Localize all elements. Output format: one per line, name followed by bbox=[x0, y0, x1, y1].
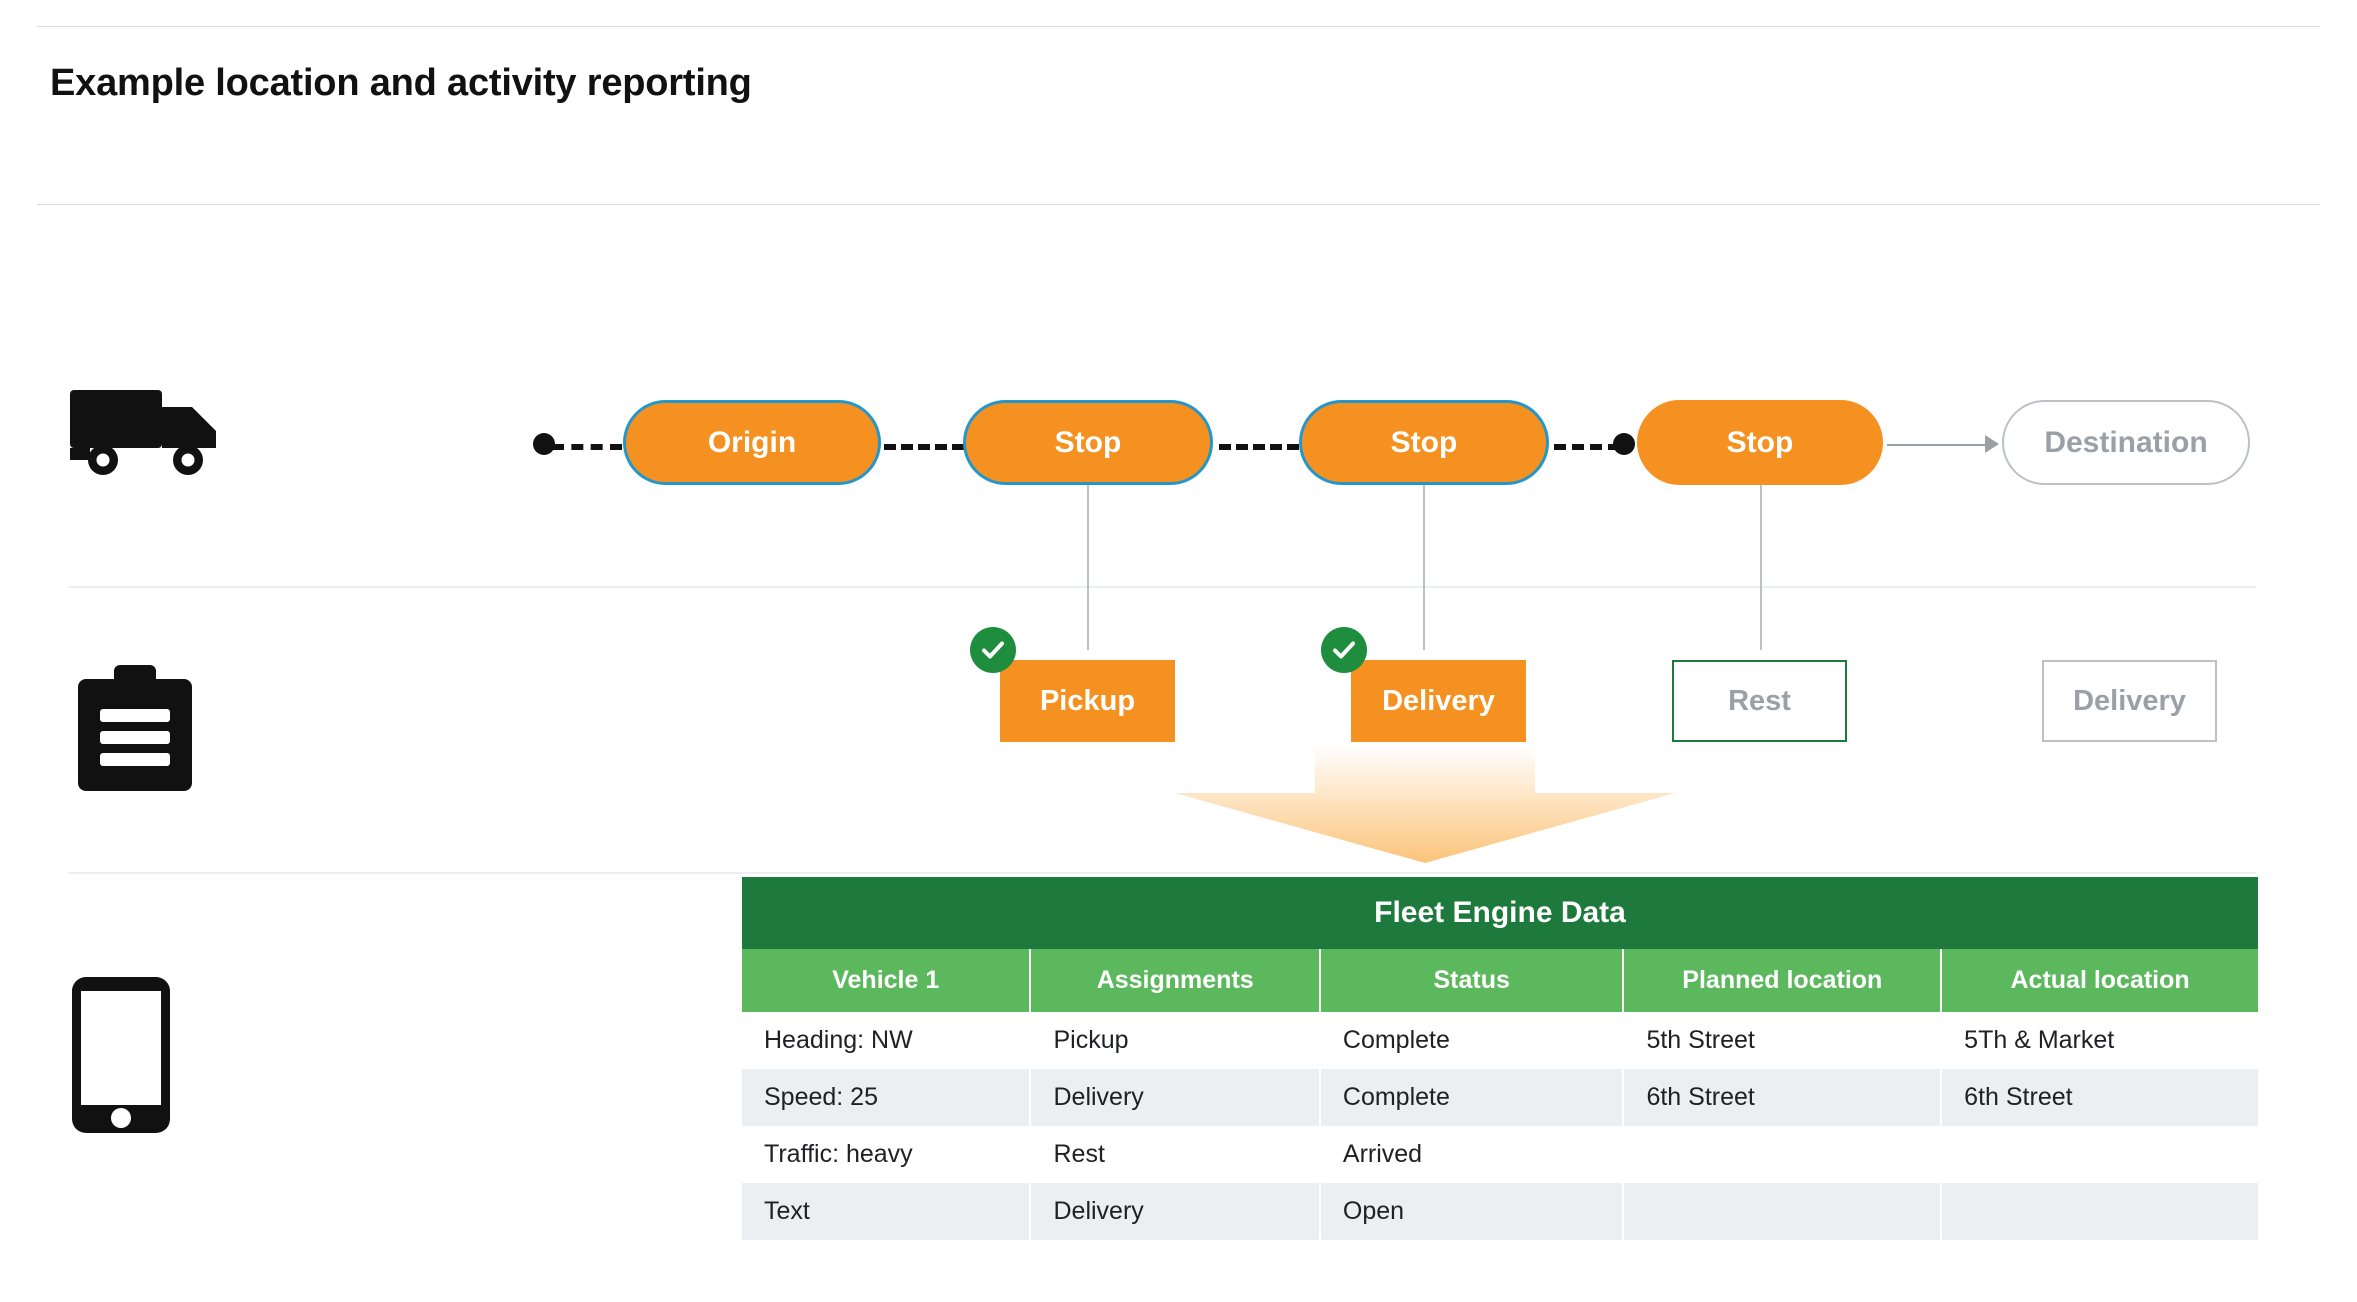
cell-assignment: Delivery bbox=[1030, 1069, 1319, 1126]
cell-planned-location bbox=[1623, 1183, 1941, 1240]
connector-stop2-delivery bbox=[1423, 485, 1425, 650]
title-divider bbox=[37, 204, 2320, 205]
column-header-assignments: Assignments bbox=[1030, 949, 1319, 1012]
route-node-label: Destination bbox=[2044, 425, 2208, 459]
activity-label: Delivery bbox=[1382, 684, 1495, 717]
route-node-destination[interactable] bbox=[2002, 400, 2250, 485]
activity-delivery-open[interactable] bbox=[2042, 660, 2217, 742]
route-arrow-head bbox=[1985, 435, 1999, 453]
cell-status: Arrived bbox=[1320, 1126, 1624, 1183]
route-node-label: Stop bbox=[1726, 425, 1794, 459]
table-row bbox=[742, 1183, 2258, 1240]
column-header-status: Status bbox=[1320, 949, 1624, 1012]
cell-status: Open bbox=[1320, 1183, 1624, 1240]
route-node-label: Stop bbox=[1390, 425, 1458, 459]
cell-actual-location: 5Th & Market bbox=[1941, 1012, 2258, 1069]
cell-actual-location: 6th Street bbox=[1941, 1069, 2258, 1126]
cell-planned-location bbox=[1623, 1126, 1941, 1183]
top-divider bbox=[37, 26, 2320, 27]
cell-assignment: Rest bbox=[1030, 1126, 1319, 1183]
activity-label: Pickup bbox=[1039, 684, 1136, 717]
cell-actual-location bbox=[1941, 1126, 2258, 1183]
route-dash-3 bbox=[1554, 444, 1620, 450]
route-node-label: Origin bbox=[707, 425, 797, 459]
route-arrow-line bbox=[1887, 444, 1987, 446]
activity-delivery-complete[interactable] bbox=[1351, 660, 1526, 742]
activity-pickup[interactable] bbox=[1000, 660, 1175, 742]
fleet-engine-table bbox=[742, 877, 2258, 1240]
connector-stop1-pickup bbox=[1087, 485, 1089, 650]
activity-label: Delivery bbox=[2073, 684, 2186, 717]
route-node-origin[interactable] bbox=[623, 400, 881, 485]
activity-rest[interactable] bbox=[1672, 660, 1847, 742]
cell-assignment: Pickup bbox=[1030, 1012, 1319, 1069]
cell-vehicle: Speed: 25 bbox=[742, 1069, 1030, 1126]
route-node-stop-3[interactable] bbox=[1637, 400, 1883, 485]
connector-stop3-rest bbox=[1760, 485, 1762, 650]
cell-planned-location: 5th Street bbox=[1623, 1012, 1941, 1069]
cell-assignment: Delivery bbox=[1030, 1183, 1319, 1240]
table-row bbox=[742, 1069, 2258, 1126]
cell-planned-location: 6th Street bbox=[1623, 1069, 1941, 1126]
activity-label: Rest bbox=[1728, 684, 1791, 717]
down-arrow-icon bbox=[1165, 745, 1685, 870]
cell-vehicle: Text bbox=[742, 1183, 1030, 1240]
phone-icon bbox=[70, 975, 175, 1135]
route-node-stop-2[interactable] bbox=[1299, 400, 1549, 485]
route-current-dot bbox=[1613, 433, 1635, 455]
table-row bbox=[742, 1012, 2258, 1069]
clipboard-icon bbox=[70, 665, 200, 795]
page-title: Example location and activity reporting bbox=[50, 62, 752, 104]
fleet-engine-data-panel bbox=[742, 877, 2258, 1240]
column-header-actual-location: Actual location bbox=[1941, 949, 2258, 1012]
route-node-label: Stop bbox=[1054, 425, 1122, 459]
row-divider-activity-data bbox=[68, 872, 2256, 874]
column-header-planned-location: Planned location bbox=[1623, 949, 1941, 1012]
cell-status: Complete bbox=[1320, 1012, 1624, 1069]
cell-status: Complete bbox=[1320, 1069, 1624, 1126]
cell-actual-location bbox=[1941, 1183, 2258, 1240]
check-circle-icon-pickup bbox=[970, 627, 1016, 673]
column-header-vehicle: Vehicle 1 bbox=[742, 949, 1030, 1012]
table-caption: Fleet Engine Data bbox=[742, 877, 2258, 949]
route-dash-2 bbox=[1219, 444, 1299, 450]
cell-vehicle: Traffic: heavy bbox=[742, 1126, 1030, 1183]
check-circle-icon-delivery bbox=[1321, 627, 1367, 673]
row-divider-route-activity bbox=[68, 586, 2256, 588]
route-dash-1 bbox=[884, 444, 964, 450]
table-row bbox=[742, 1126, 2258, 1183]
cell-vehicle: Heading: NW bbox=[742, 1012, 1030, 1069]
table-header-row bbox=[742, 949, 2258, 1012]
truck-icon bbox=[70, 385, 230, 480]
route-node-stop-1[interactable] bbox=[963, 400, 1213, 485]
route-dash-0 bbox=[552, 444, 622, 450]
